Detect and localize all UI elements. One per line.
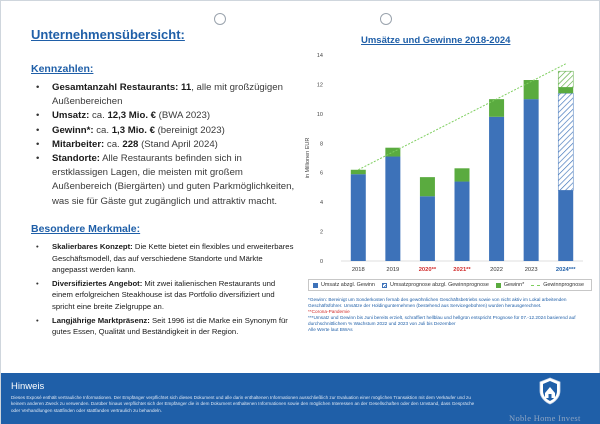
y-axis-label: in Millionen EUR [305, 137, 311, 179]
footnote-prognose: ***Umsatz und Gewinn bis Juni bereits erzielt, schraffiert hellblau und hellgrün entspricht Prognose für 07.-12.2024 basierend auf durchschnittlichem % Wachstum 2022 und 2023 von Juli bis Dezember [308, 315, 576, 327]
bar-umsatz [455, 182, 470, 261]
legend-swatch [313, 283, 318, 288]
punch-hole [214, 13, 226, 25]
x-tick-label: 2022 [490, 267, 504, 273]
merkmal-item [35, 241, 297, 276]
legend-item [496, 282, 524, 288]
y-tick-label: 0 [319, 259, 323, 265]
legend-label: Umsatzprognose abzgl. Gewinnprognose [389, 282, 489, 288]
merkmal-label: Skalierbares Konzept: [52, 242, 133, 251]
punch-hole [380, 13, 392, 25]
kennzahl-detail: Alle Restaurants befinden sich in erstklassigen Lagen, die meisten mit großem Außenbereich (Biergärten) und guten Parkmöglichkeiten, was sie für Gäste gut zugänglich und attraktiv macht. [52, 153, 295, 207]
bar-gewinn [455, 168, 470, 181]
legend-label: Gewinnprognose [543, 282, 584, 288]
kennzahl-mitarbeiter [35, 138, 297, 152]
chart-legend [308, 279, 592, 291]
bar-gewinn [351, 170, 366, 174]
legend-item [531, 282, 584, 288]
kennzahl-restaurants [35, 81, 297, 109]
kennzahl-value: 228 [122, 138, 139, 150]
legend-label: Umsatz abzgl. Gewinn [321, 282, 375, 288]
y-tick-label: 6 [319, 170, 323, 177]
kennzahl-label: Mitarbeiter: [52, 138, 105, 150]
chart-title: Umsätze und Gewinne 2018-2024 [361, 35, 511, 46]
legend-item [382, 282, 489, 288]
merkmal-item [35, 278, 297, 313]
merkmal-label: Diversifiziertes Angebot: [52, 278, 143, 288]
page-title: Unternehmensübersicht: [31, 27, 185, 42]
kennzahl-umsatz [35, 109, 297, 123]
bar-umsatzprognose [558, 93, 573, 190]
kennzahlen-list [35, 81, 297, 209]
bar-umsatz [558, 190, 573, 261]
merkmal-text: Mit zwei italienischen Restaurants und einem erfolgreichen Steakhouse ist das Portfolio diversifiziert und spricht eine breite Zielgruppe an. [52, 278, 276, 311]
bar-umsatz [524, 99, 539, 261]
x-tick-label: 2021** [453, 267, 471, 273]
bar-umsatz [420, 196, 435, 261]
y-tick-label: 8 [319, 141, 323, 148]
kennzahl-label: Gesamtanzahl Restaurants: [52, 82, 179, 93]
y-tick-label: 12 [316, 82, 323, 89]
kennzahl-prefix: ca. [89, 110, 108, 122]
bar-gewinn [489, 99, 504, 117]
chart-footnotes [308, 297, 592, 334]
footnote-source: Alle Werte laut BWAs [308, 327, 353, 333]
x-tick-label: 2020** [418, 267, 437, 273]
kennzahl-value: 11 [181, 82, 192, 93]
merkmal-text: Die Kette bietet ein flexibles und erweiterbares Geschäftsmodell, das auf verschiedene Standorte und Märkte angepasst werden kann. [52, 242, 294, 275]
merkmale-list [35, 241, 297, 340]
x-tick-label: 2019 [386, 267, 400, 273]
legend-label: Gewinn* [503, 282, 525, 288]
shield-logo-icon [539, 377, 561, 405]
merkmal-text: Seit 1996 ist die Marke ein Synonym für gutes Essen, Qualität und Beständigkeit in der Region. [52, 315, 288, 337]
kennzahl-value: 12,3 Mio. € [107, 110, 156, 122]
y-tick-label: 10 [316, 111, 323, 118]
bar-gewinn [524, 80, 539, 99]
y-tick-label: 4 [319, 200, 323, 207]
bar-umsatz [385, 157, 400, 261]
kennzahl-label: Standorte: [52, 153, 100, 165]
kennzahl-detail: (BWA 2023) [156, 110, 211, 122]
kennzahl-prefix: ca. [104, 138, 123, 150]
legend-item [313, 282, 375, 288]
x-tick-label: 2023 [524, 267, 538, 273]
bar-gewinn [558, 87, 573, 93]
y-tick-label: 14 [316, 53, 323, 59]
x-tick-label: 2018 [351, 267, 365, 273]
legend-swatch [531, 285, 540, 286]
merkmale-heading: Besondere Merkmale: [31, 223, 141, 235]
brand-name: Noble Home Invest [509, 413, 581, 423]
kennzahl-label: Gewinn*: [52, 124, 94, 136]
kennzahl-detail: (Stand April 2024) [138, 138, 218, 150]
legend-swatch [496, 283, 501, 288]
disclaimer-footer [1, 373, 600, 424]
footer-disclaimer-text: Dieses Exposé enthält vertrauliche Informationen. Der Empfänger verpflichtet sich dieses Dokument und alle darin enthaltenen Informationen ausschließlich zur Evaluation einer möglichen Transaktion mit dem Verkäufer und zu keinem anderen Zweck zu verwenden. Darüber hinaus verpflichtet sich der Empfänger die in dem Dokument enthaltenen Informationen sowie den möglichen Interessen an der Gesellschaften oder den Umstand, dass Gespräche oder Verhandlungen stattfinden oder stattfanden vertraulich zu behandeln. [11, 395, 475, 413]
bar-gewinn [420, 177, 435, 196]
footnote-gewinn: *Gewinn: Bereinigt um Sonderkosten fernab des gewöhnlichen Geschäftsbetriebs sowie von nicht aktiv im Lokal arbeitenden Geschäftsführer. Umsätze der Holdingunternehmen (bestehend aus Servicegebühren) wurden herausgerechnet. [308, 297, 567, 309]
kennzahl-detail: , alle mit großzügigen Außenbereichen [52, 82, 283, 108]
footer-title: Hinweis [11, 381, 45, 392]
bar-umsatz [489, 117, 504, 261]
merkmal-item [35, 315, 297, 338]
kennzahl-label: Umsatz: [52, 110, 90, 122]
kennzahl-gewinn [35, 124, 297, 138]
kennzahl-detail: (bereinigt 2023) [154, 124, 225, 136]
kennzahl-standorte [35, 152, 297, 209]
kennzahlen-heading: Kennzahlen: [31, 63, 94, 75]
bar-umsatz [351, 174, 366, 261]
kennzahl-value: 1,3 Mio. € [111, 124, 155, 136]
bar-gewinnprognose [558, 71, 573, 87]
x-tick-label: 2024*** [555, 267, 576, 273]
legend-swatch [382, 283, 387, 288]
footnote-corona: **Corona-Pandemie [308, 309, 350, 315]
y-tick-label: 2 [319, 229, 323, 236]
merkmal-label: Langjährige Marktpräsenz: [52, 315, 150, 325]
revenue-profit-chart [301, 47, 591, 279]
kennzahl-prefix: ca. [93, 124, 112, 136]
